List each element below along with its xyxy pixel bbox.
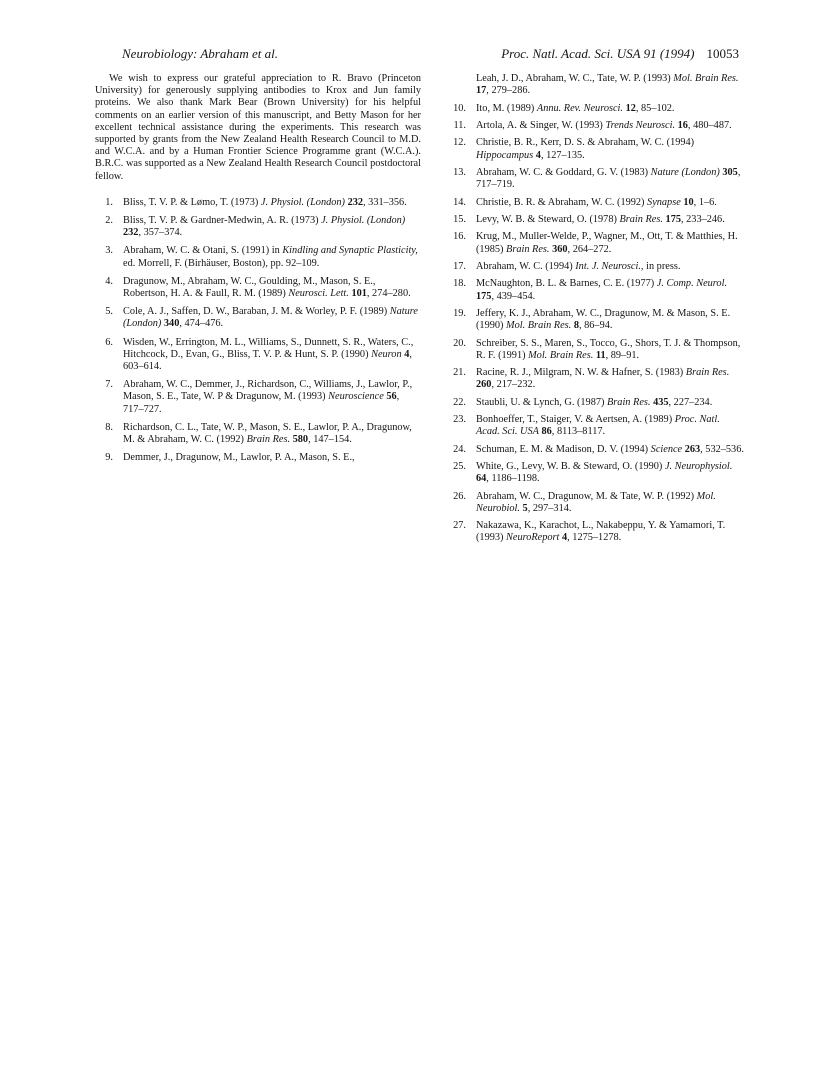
reference-item bbox=[448, 137, 744, 161]
ref-authors: Jeffery, K. J., Abraham, W. C., Dragunow, M. & Mason, S. E. (1990) bbox=[476, 307, 731, 332]
ref-volume: 232 bbox=[123, 227, 139, 239]
ref-volume: 12 bbox=[625, 102, 636, 114]
ref-authors: Richardson, C. L., Tate, W. P., Mason, S. E., Lawlor, P. A., Dragunow, M. & Abraham, W. C. (1992) bbox=[123, 421, 412, 446]
reference-item bbox=[448, 397, 744, 409]
ref-volume: 4 bbox=[404, 348, 410, 360]
reference-item bbox=[448, 261, 744, 273]
ref-authors: Artola, A. & Singer, W. (1993) bbox=[476, 119, 606, 131]
ref-pages: , 331–356. bbox=[363, 196, 407, 208]
ref-authors: Bliss, T. V. P. & Lømo, T. (1973) bbox=[123, 196, 261, 208]
ref-number: 17. bbox=[453, 260, 466, 272]
ref-number: 24. bbox=[453, 443, 466, 455]
reference-item bbox=[448, 461, 744, 485]
ref-volume: 8 bbox=[573, 320, 579, 332]
ref-pages: , 89–91. bbox=[605, 349, 640, 361]
ref-journal: Mol. Neurobiol. bbox=[476, 490, 716, 514]
ref-pages: , 717–719. bbox=[476, 166, 741, 191]
ref-number: 8. bbox=[105, 421, 113, 433]
ref-journal: Synapse bbox=[647, 196, 681, 208]
ref-volume: 340 bbox=[163, 318, 180, 330]
ref-journal: Int. J. Neurosci., bbox=[575, 260, 644, 272]
reference-item bbox=[95, 422, 421, 446]
ref-authors: Bonhoeffer, T., Staiger, V. & Aertsen, A. (1989) bbox=[476, 414, 675, 426]
ref-journal: Nature (London) bbox=[123, 306, 418, 330]
reference-item bbox=[448, 367, 744, 391]
header-journal-info bbox=[501, 43, 739, 65]
ref-number: 11. bbox=[453, 119, 466, 131]
ref-journal: J. Neurophysiol. bbox=[664, 461, 733, 473]
ref-number: 23. bbox=[453, 414, 466, 426]
ref-number: 16. bbox=[453, 231, 466, 243]
ref-authors: White, G., Levy, W. B. & Steward, O. (1990) bbox=[476, 461, 665, 473]
ref-authors: Christie, B. R. & Abraham, W. C. (1992) bbox=[476, 196, 648, 208]
ref-authors: Ito, M. (1989) bbox=[476, 102, 537, 114]
ref-authors: Schreiber, S. S., Maren, S., Tocco, G., Shors, T. J. & Thompson, R. F. (1991) bbox=[476, 337, 741, 361]
ref-pages: , 439–454. bbox=[491, 290, 536, 302]
reference-item bbox=[448, 167, 744, 191]
reference-item bbox=[95, 306, 421, 330]
ref-pages: , 147–154. bbox=[308, 434, 352, 446]
ref-pages: , 1275–1278. bbox=[567, 532, 622, 544]
ref-authors: Levy, W. B. & Steward, O. (1978) bbox=[476, 213, 620, 225]
ref-volume: 16 bbox=[677, 119, 688, 131]
ref-volume: 435 bbox=[653, 396, 669, 408]
ref-pages: , 357–374. bbox=[138, 227, 183, 239]
ref-authors: Staubli, U. & Lynch, G. (1987) bbox=[476, 396, 607, 408]
reference-list-right bbox=[448, 103, 744, 545]
right-column bbox=[448, 73, 744, 550]
ref-pages: , 274–280. bbox=[366, 288, 411, 300]
ref-journal: Neurosci. Lett. bbox=[288, 288, 349, 300]
ref-volume: 580 bbox=[292, 434, 309, 446]
ref-number: 14. bbox=[453, 196, 466, 208]
ref-pages: , 297–314. bbox=[527, 502, 572, 514]
reference-item bbox=[95, 276, 421, 300]
ref-pages: , 8113–8117. bbox=[551, 426, 606, 438]
reference-item bbox=[95, 197, 421, 209]
ref-pages: , 85–102. bbox=[635, 102, 675, 114]
ref-volume: 4 bbox=[535, 149, 541, 161]
ref-pages: , 1186–1198. bbox=[486, 473, 540, 485]
reference-list-left bbox=[95, 197, 421, 465]
ref-authors: Abraham, W. C. (1994) bbox=[476, 260, 576, 272]
left-column bbox=[95, 73, 421, 470]
ref-journal: J. Comp. Neurol. bbox=[656, 278, 728, 290]
header-journal: Proc. Natl. Acad. Sci. USA 91 (1994) bbox=[501, 46, 695, 61]
ref-volume: 64 bbox=[476, 473, 487, 485]
reference-item bbox=[448, 414, 744, 438]
ref-authors: Abraham, W. C., Dragunow, M. & Tate, W. P. (1992) bbox=[476, 490, 697, 502]
ref-number: 3. bbox=[105, 245, 113, 257]
ref-number: 2. bbox=[105, 215, 113, 227]
ref-number: 19. bbox=[453, 307, 466, 319]
reference-item bbox=[448, 308, 744, 332]
ref-volume: 5 bbox=[522, 502, 528, 514]
ref-authors: Abraham, W. C. & Otani, S. (1991) in bbox=[123, 245, 283, 257]
ref-journal: Brain Res. bbox=[607, 396, 651, 408]
ref-pages: , 127–135. bbox=[540, 149, 585, 161]
ref-pages: , 474–476. bbox=[179, 318, 224, 330]
ref-volume: 17 bbox=[476, 85, 487, 97]
ref-number: 22. bbox=[453, 396, 466, 408]
ref-number: 5. bbox=[105, 306, 113, 318]
reference-item bbox=[448, 444, 744, 456]
ref-volume: 260 bbox=[476, 379, 492, 391]
reference-item bbox=[448, 103, 744, 115]
ref-authors: Leah, J. D., Abraham, W. C., Tate, W. P. (1993) bbox=[476, 73, 674, 84]
ref-authors: Demmer, J., Dragunow, M., Lawlor, P. A., Mason, S. E., bbox=[123, 452, 355, 464]
ref-number: 13. bbox=[453, 166, 466, 178]
ref-number: 15. bbox=[453, 213, 466, 225]
ref-journal: Mol. Brain Res. bbox=[528, 349, 594, 361]
header-page-number: 10053 bbox=[706, 46, 739, 61]
ref-volume: 56 bbox=[386, 391, 397, 403]
ref-pages: , 233–246. bbox=[681, 213, 725, 225]
reference-item bbox=[95, 452, 421, 464]
reference-item bbox=[448, 120, 744, 132]
ref-volume: 101 bbox=[351, 288, 367, 300]
ref-journal: Proc. Natl. Acad. Sci. USA bbox=[476, 414, 720, 438]
ref-pages: , 217–232. bbox=[491, 379, 536, 391]
ref-pages: , 480–487. bbox=[687, 119, 732, 131]
ref-volume: 175 bbox=[665, 213, 681, 225]
reference-item bbox=[95, 215, 421, 239]
ref-pages: ed. Morrell, F. (Birhäuser, Boston), pp. 92–109. bbox=[123, 257, 320, 269]
ref-number: 9. bbox=[105, 452, 113, 464]
ref-number: 21. bbox=[453, 367, 466, 379]
ref-volume: 175 bbox=[476, 290, 492, 302]
reference-item bbox=[95, 337, 421, 374]
ref-pages: , 603–614. bbox=[123, 348, 412, 373]
ref-pages: , 279–286. bbox=[486, 85, 531, 97]
reference-item bbox=[448, 197, 744, 209]
ref-authors: Dragunow, M., Abraham, W. C., Goulding, M., Mason, S. E., Robertson, H. A. & Faull, R. M. (1989) bbox=[123, 275, 376, 300]
ref-number: 10. bbox=[453, 102, 466, 114]
ref-number: 20. bbox=[453, 337, 466, 349]
ref-number: 27. bbox=[453, 520, 466, 532]
ref-journal: Mol. Brain Res. bbox=[673, 73, 739, 84]
reference-item bbox=[95, 245, 421, 269]
ref-journal: Nature (London) bbox=[650, 166, 720, 178]
ref-authors: Bliss, T. V. P. & Gardner-Medwin, A. R. (1973) bbox=[123, 215, 322, 227]
ref-volume: 86 bbox=[541, 426, 552, 438]
ref-authors: Schuman, E. M. & Madison, D. V. (1994) bbox=[476, 443, 651, 455]
ref-pages: , 717–727. bbox=[123, 391, 400, 415]
ref-authors: Christie, B. R., Kerr, D. S. & Abraham, W. C. (1994) bbox=[476, 137, 695, 149]
ref-authors: McNaughton, B. L. & Barnes, C. E. (1977) bbox=[476, 278, 657, 290]
ref-volume: 232 bbox=[347, 196, 364, 208]
ref-number: 18. bbox=[453, 278, 466, 290]
ref-journal: J. Physiol. (London) bbox=[260, 196, 345, 208]
ref-authors: Nakazawa, K., Karachot, L., Nakabeppu, Y. & Yamamori, T. (1993) bbox=[476, 520, 726, 544]
ref-volume: 305 bbox=[722, 166, 738, 178]
ref-authors: Abraham, W. C. & Goddard, G. V. (1983) bbox=[476, 166, 651, 178]
header-section-title: Neurobiology: Abraham et al. bbox=[122, 46, 278, 61]
ref-pages: , 86–94. bbox=[578, 320, 613, 332]
ref-authors: Cole, A. J., Saffen, D. W., Baraban, J. M. & Worley, P. F. (1989) bbox=[123, 306, 390, 318]
ref-number: 26. bbox=[453, 490, 466, 502]
ref-volume: 10 bbox=[683, 196, 694, 208]
ref-volume: 4 bbox=[562, 532, 568, 544]
running-header bbox=[122, 43, 739, 65]
ref-pages: , 1–6. bbox=[693, 196, 717, 208]
ref-journal: Hippocampus bbox=[476, 149, 534, 161]
reference-item bbox=[448, 278, 744, 302]
ref-volume: 11 bbox=[595, 349, 606, 361]
ref-number: 1. bbox=[105, 196, 113, 208]
ref-journal: Brain Res. bbox=[246, 434, 291, 446]
ref-journal: Mol. Brain Res. bbox=[506, 320, 572, 332]
reference-item bbox=[448, 491, 744, 515]
reference-item bbox=[448, 231, 744, 255]
ref-journal: Science bbox=[650, 443, 683, 455]
ref-journal: Brain Res. bbox=[685, 367, 730, 379]
ref-authors: Abraham, W. C., Demmer, J., Richardson, C., Williams, J., Lawlor, P., Mason, S. E., Tate, W. P & Dragunow, M. (1993) bbox=[123, 379, 413, 403]
ref-volume: 263 bbox=[684, 443, 701, 455]
reference-item bbox=[448, 338, 744, 362]
ref-journal: Trends Neurosci. bbox=[605, 119, 676, 131]
ref-pages: , 264–272. bbox=[567, 243, 612, 255]
ref-number: 4. bbox=[105, 275, 113, 287]
ref-journal: J. Physiol. (London) bbox=[321, 215, 406, 227]
reference-9-continuation bbox=[448, 73, 744, 97]
ref-pages: , 227–234. bbox=[668, 396, 713, 408]
ref-number: 7. bbox=[105, 379, 113, 391]
ref-pages: in press. bbox=[643, 260, 681, 272]
ref-journal: Kindling and Synaptic Plasticity, bbox=[282, 245, 418, 257]
ref-journal: Brain Res. bbox=[506, 243, 550, 255]
ref-journal: Brain Res. bbox=[619, 213, 663, 225]
ref-number: 25. bbox=[453, 461, 466, 473]
ref-journal: Neuroscience bbox=[328, 391, 384, 403]
ref-journal: Neuron bbox=[371, 348, 402, 360]
ref-journal: Annu. Rev. Neurosci. bbox=[536, 102, 623, 114]
acknowledgment-paragraph: We wish to express our grateful appreciation to R. Bravo (Princeton University) for generously supplying antibodies to Krox and Jun family proteins. We also thank Mark Bear (Brown University) for his helpful comments on an earlier version of this manuscript, and Betty Mason for her excellent technical assistance during the experiments. This research was supported by grants from the New Zealand Health Research Council to M.D. and W.C.A. and by a Human Frontier Science Programme grant (W.C.A.). B.R.C. was supported as a New Zealand Health Research Council postdoctoral fellow. bbox=[95, 73, 421, 182]
reference-item bbox=[448, 520, 744, 544]
ref-number: 6. bbox=[105, 336, 113, 348]
ref-journal: NeuroReport bbox=[506, 532, 560, 544]
ref-authors: Krug, M., Muller-Welde, P., Wagner, M., Ott, T. & Matthies, H. (1985) bbox=[476, 231, 738, 255]
ref-authors: Racine, R. J., Milgram, N. W. & Hafner, S. (1983) bbox=[476, 367, 686, 379]
ref-volume: 360 bbox=[552, 243, 568, 255]
reference-item bbox=[95, 379, 421, 416]
ref-number: 12. bbox=[453, 137, 466, 149]
reference-item bbox=[448, 214, 744, 226]
ref-authors: Wisden, W., Errington, M. L., Williams, S., Dunnett, S. R., Waters, C., Hitchcock, D., Evan, G., Bliss, T. V. P. & Hunt, S. P. (1990) bbox=[123, 336, 414, 360]
ref-pages: , 532–536. bbox=[700, 443, 744, 455]
